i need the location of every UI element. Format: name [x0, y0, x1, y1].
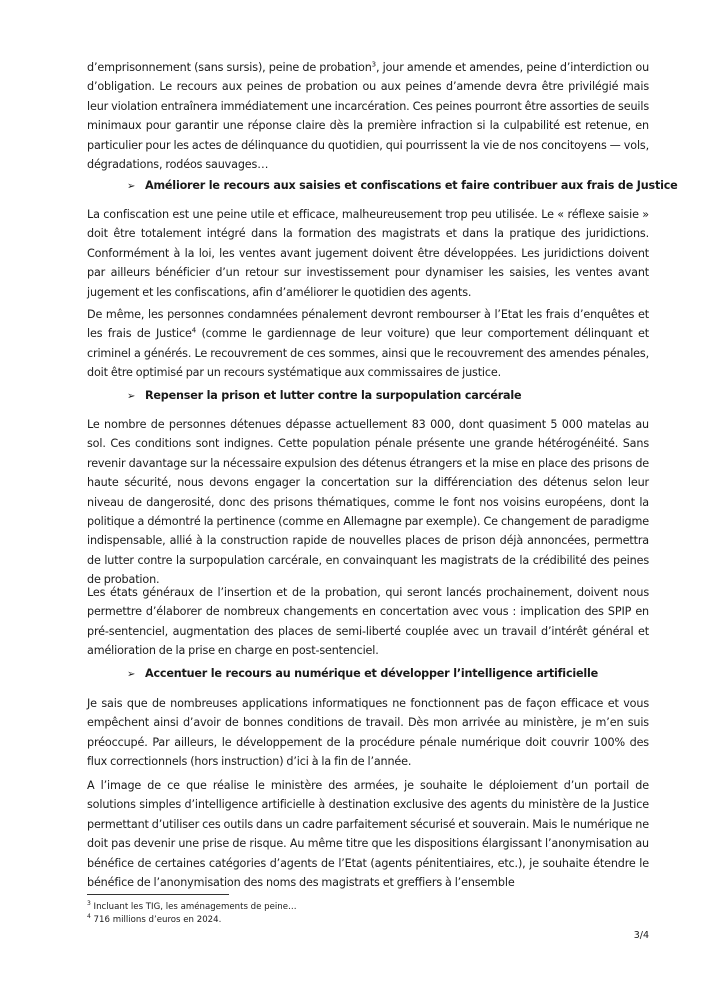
- paragraph-text: , jour amende et amendes, peine d’interdiction ou d’obligation. Le recours aux peines de probation ou aux peines d’amende devra être privilégié mais leur violation entraînera immédiatement une incarcération. Ces peines pourront être assorties de seuils minimaux pour garantir une réponse claire dès la première infraction si la culpabilité est retenue, en particulier pour les actes de délinquance du quotidien, qui pourrissent la vie de nos concitoyens — vols, dégradations, rodéos sauvages…: [87, 61, 650, 172]
- arrow-bullet-icon: ➢: [127, 669, 136, 680]
- footnote-text: Incluant les TIG, les aménagements de peine…: [90, 902, 297, 912]
- heading-prison: [127, 387, 667, 406]
- heading-seizures: [127, 177, 678, 196]
- paragraph-text: d’emprisonnement (sans sursis), peine de probation: [87, 61, 372, 74]
- heading-text: Améliorer le recours aux saisies et confiscations et faire contribuer aux frais de Justice: [145, 179, 678, 192]
- footnote-number: 3: [87, 900, 91, 908]
- page-number: 3/4: [633, 930, 649, 941]
- paragraph-sentencing: [87, 58, 649, 174]
- paragraph-applications: Je sais que de nombreuses applications informatiques ne fonctionnent pas de façon efficace et vous empêchent ainsi d’avoir de bonnes conditions de travail. Dès mon arrivée au ministère, je m’en suis préoccupé. Par ailleurs, le développement de la procédure pénale numérique doit couvrir 100% des flux correctionnels (hors instruction) d’ici à la fin de l’année.: [87, 697, 649, 769]
- arrow-bullet-icon: ➢: [127, 181, 136, 192]
- footnote-4: [87, 914, 221, 926]
- paragraph-probation: Les états généraux de l’insertion et de la probation, qui seront lancés prochainement, doivent nous permettre d’élaborer de nombreux changements en concertation avec vous : implication des SPIP en pré-sentenciel, augmentation des places de semi-liberté couplée avec un travail d’intérêt général et amélioration de la prise en charge en post-sentenciel.: [87, 586, 649, 658]
- heading-digital: [127, 665, 667, 684]
- paragraph-text: De même, les personnes condamnées pénalement devront rembourser à l’Etat les frais d’enquêtes et les frais de Justice: [87, 308, 649, 341]
- footnote-ref-3[interactable]: 3: [371, 60, 376, 69]
- heading-text: Repenser la prison et lutter contre la surpopulation carcérale: [145, 389, 522, 402]
- heading-text: Accentuer le recours au numérique et développer l’intelligence artificielle: [145, 667, 599, 680]
- footnote-3: [87, 901, 297, 913]
- footnote-text: 716 millions d’euros en 2024.: [90, 915, 222, 925]
- arrow-bullet-icon: ➢: [127, 391, 136, 402]
- paragraph-court-costs: [87, 305, 649, 383]
- footnote-ref-4[interactable]: 4: [191, 326, 196, 335]
- paragraph-text: (comme le gardiennage de leur voiture) que leur comportement délinquant et criminel a générés. Le recouvrement de ces sommes, ainsi que le recouvrement des amendes pénales, doit être optimisé par un recours systématique aux commissaires de justice.: [87, 327, 649, 380]
- footnote-number: 4: [87, 913, 91, 921]
- footnote-divider: [87, 894, 229, 895]
- paragraph-overcrowding: Le nombre de personnes détenues dépasse actuellement 83 000, dont quasiment 5 000 matelas au sol. Ces conditions sont indignes. Cette population pénale présente une grande hétérogénéité. Sans revenir davantage sur la nécessaire expulsion des détenus étrangers et la mise en place des prisons de haute sécurité, nous devons engager la concertation sur la différenciation des détenus selon leur niveau de dangerosité, donc des prisons thématiques, comme le font nos voisins européens, dont la politique a démontré la pertinence (comme en Allemagne par exemple). Ce changement de paradigme indispensable, allié à la construction rapide de nouvelles places de prison déjà annoncées, permettra de lutter contre la surpopulation carcérale, en convainquant les magistrats de la crédibilité des peines de probation.: [87, 418, 649, 587]
- paragraph-confiscation: La confiscation est une peine utile et efficace, malheureusement trop peu utilisée. Le « réflexe saisie » doit être totalement intégré dans la formation des magistrats et dans la pratique des juridictions. Conformément à la loi, les ventes avant jugement doivent être développées. Les juridictions doivent par ailleurs bénéficier d’un retour sur investissement pour dynamiser les saisies, les ventes avant jugement et les confiscations, afin d’améliorer le quotidien des agents.: [87, 208, 649, 299]
- paragraph-ai-portal: A l’image de ce que réalise le ministère des armées, je souhaite le déploiement d’un portail de solutions simples d’intelligence artificielle à destination exclusive des agents du ministère de la Justice permettant d’utiliser ces outils dans un cadre parfaitement sécurisé et souverain. Mais le numérique ne doit pas devenir une prise de risque. Au même titre que les dispositions élargissant l’anonymisation au bénéfice de certaines catégories d’agents de l’Etat (agents pénitentiaires, etc.), je souhaite étendre le bénéfice de l’anonymisation des noms des magistrats et greffiers à l’ensemble: [87, 779, 649, 890]
